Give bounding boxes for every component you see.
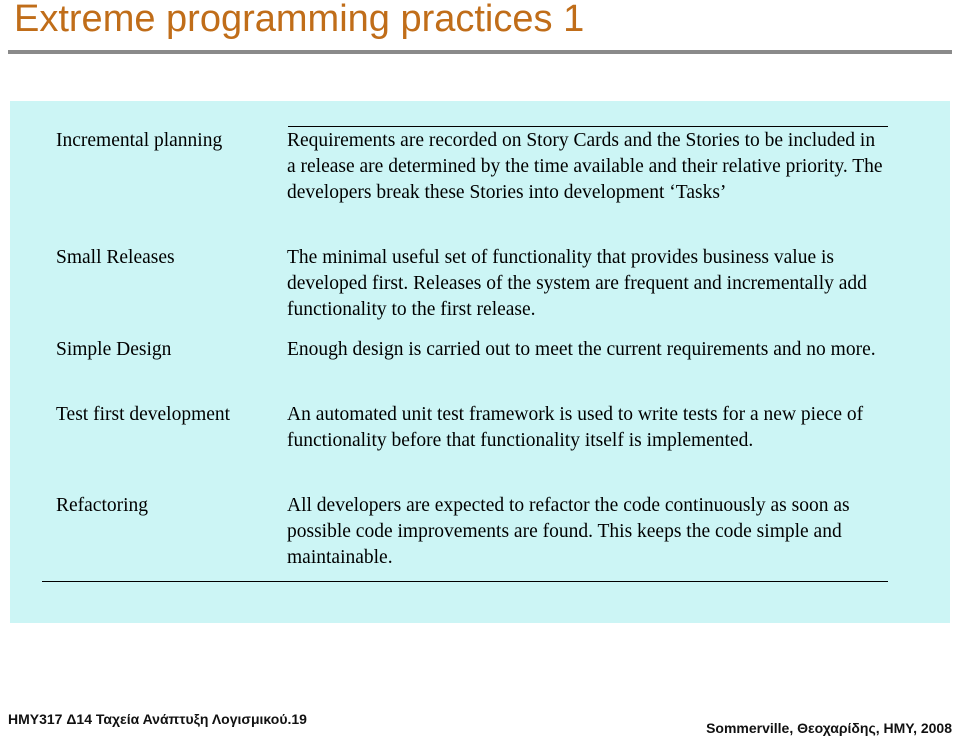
- table-bottom-rule: [42, 581, 888, 582]
- practice-description: The minimal useful set of functionality that provides business value is developed first. Releases of the system are frequent and incrementally add functionality to the first release.: [287, 247, 867, 320]
- practice-term: Test first development: [56, 404, 231, 425]
- title-underline: [8, 50, 952, 54]
- practice-term: Small Releases: [56, 247, 175, 268]
- practice-description: Enough design is carried out to meet the current requirements and no more.: [287, 339, 876, 360]
- practice-term: Simple Design: [56, 339, 172, 360]
- table-top-rule: [288, 126, 888, 127]
- practice-description: An automated unit test framework is used to write tests for a new piece of functionality before that functionality itself is implemented.: [287, 404, 864, 451]
- footer-credits: Sommerville, Θεοχαρίδης, HMY, 2008: [706, 720, 952, 736]
- footer-course-info: HMY317 Δ14 Ταχεία Ανάπτυξη Λογισμικού.19: [8, 711, 307, 727]
- practice-description: All developers are expected to refactor the code continuously as soon as possible code improvements are found. This keeps the code simple and maintainable.: [287, 495, 850, 568]
- practice-term: Incremental planning: [56, 130, 223, 151]
- practice-description: Requirements are recorded on Story Cards and the Stories to be included in a release are determined by the time available and their relative priority. The developers break these Stories into development ‘Tasks’: [287, 130, 883, 203]
- practice-term: Refactoring: [56, 495, 149, 516]
- slide-title: Extreme programming practices 1: [14, 0, 585, 40]
